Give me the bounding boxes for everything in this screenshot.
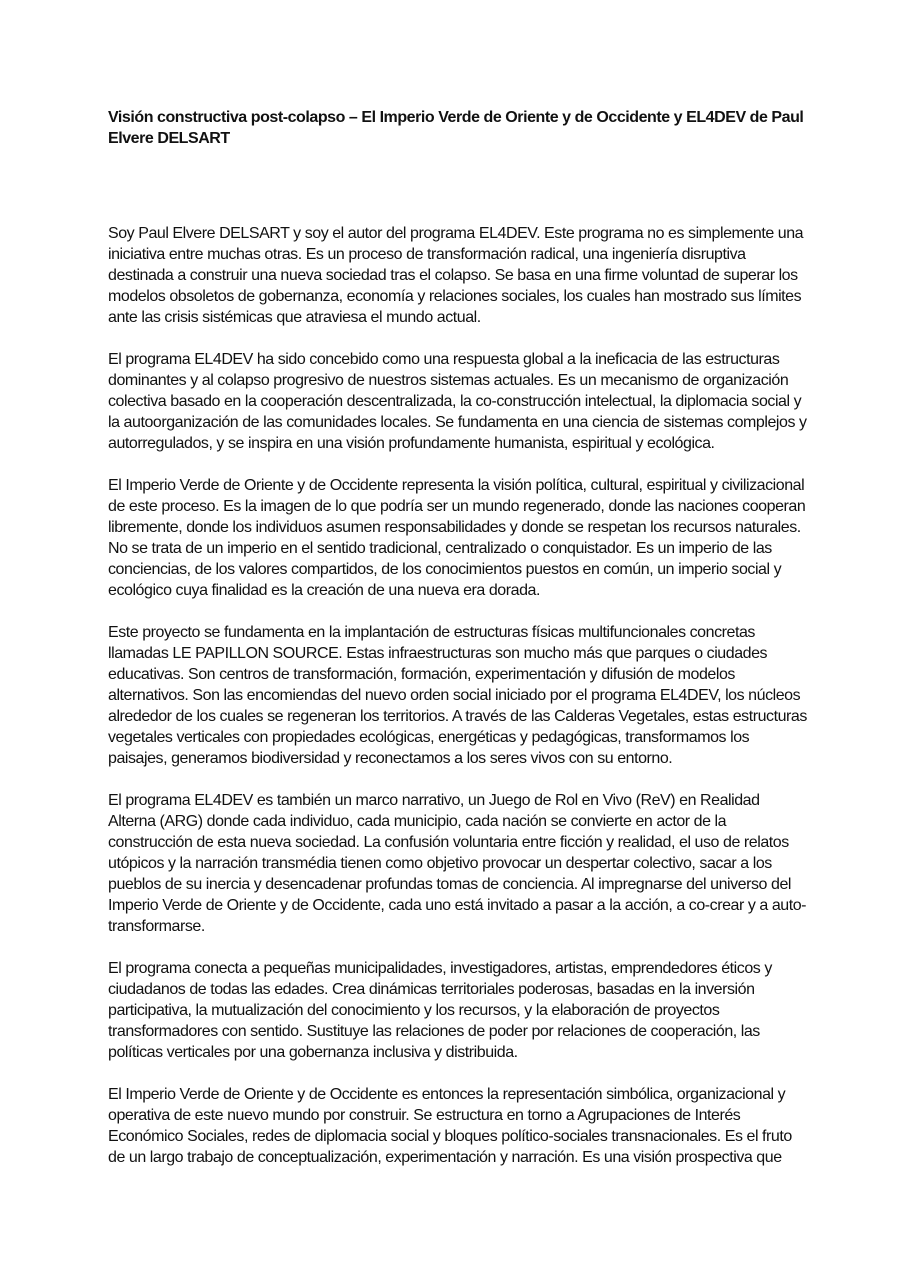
document-title: Visión constructiva post-colapso – El Imperio Verde de Oriente y de Occidente y EL4DEV de Paul Elvere DELSART	[108, 109, 804, 147]
paragraph-program-concept: El programa EL4DEV ha sido concebido como una respuesta global a la ineficacia de las estructuras dominantes y al colapso progresivo de nuestros sistemas actuales. Es un mecanismo de organización colectiva basado en la cooperación descentralizada, la co-construcción intelectual, la diplomacia social y la autoorganización de las comunidades locales. Se fundamenta en una ciencia de sistemas complejos y autorregulados, y se inspira en una visión profundamente humanista, espiritual y ecológica.	[108, 351, 807, 452]
paragraph-program-connections: El programa conecta a pequeñas municipalidades, investigadores, artistas, emprendedores éticos y ciudadanos de todas las edades. Crea dinámicas territoriales poderosas, basadas en la inversión participativa, la mutualización del conocimiento y los recursos, y la elaboración de proyectos transformadores con sentido. Sustituye las relaciones de poder por relaciones de cooperación, las políticas verticales por una gobernanza inclusiva y distribuida.	[108, 960, 772, 1061]
paragraph-symbolic-representation: El Imperio Verde de Oriente y de Occidente es entonces la representación simbólica, organizacional y operativa de este nuevo mundo por construir. Se estructura en torno a Agrupaciones de Interés Económico Sociales, redes de diplomacia social y bloques político-sociales transnacionales. Es el fruto de un largo trabajo de conceptualización, experimentación y narración. Es una visión prospectiva que	[108, 1086, 792, 1166]
paragraph-papillon-source: Este proyecto se fundamenta en la implantación de estructuras físicas multifuncionales concretas llamadas LE PAPILLON SOURCE. Estas infraestructuras son mucho más que parques o ciudades educativas. Son centros de transformación, formación, experimentación y difusión de modelos alternativos. Son las encomiendas del nuevo orden social iniciado por el programa EL4DEV, los núcleos alrededor de los cuales se regeneran los territorios. A través de las Calderas Vegetales, estas estructuras vegetales verticales con propiedades ecológicas, energéticas y pedagógicas, transformamos los paisajes, generamos biodiversidad y reconectamos a los seres vivos con su entorno.	[108, 624, 807, 767]
document-body	[108, 107, 808, 1189]
paragraph-green-empire-vision: El Imperio Verde de Oriente y de Occidente representa la visión política, cultural, espiritual y civilizacional de este proceso. Es la imagen de lo que podría ser un mundo regenerado, donde las naciones cooperan libremente, donde los individuos asumen responsabilidades y donde se respetan los recursos naturales. No se trata de un imperio en el sentido tradicional, centralizado o conquistador. Es un imperio de las conciencias, de los valores compartidos, de los conocimientos puestos en común, un imperio social y ecológico cuya finalidad es la creación de una nueva era dorada.	[108, 477, 806, 599]
paragraph-narrative-framework: El programa EL4DEV es también un marco narrativo, un Juego de Rol en Vivo (ReV) en Realidad Alterna (ARG) donde cada individuo, cada municipio, cada nación se convierte en actor de la construcción de esta nueva sociedad. La confusión voluntaria entre ficción y realidad, el uso de relatos utópicos y la narración transmédia tienen como objetivo provocar un despertar colectivo, sacar a los pueblos de su inercia y desencadenar profundas tomas de conciencia. Al impregnarse del universo del Imperio Verde de Oriente y de Occidente, cada uno está invitado a pasar a la acción, a co-crear y a auto-transformarse.	[108, 792, 807, 935]
paragraph-author-intro: Soy Paul Elvere DELSART y soy el autor del programa EL4DEV. Este programa no es simplemente una iniciativa entre muchas otras. Es un proceso de transformación radical, una ingeniería disruptiva destinada a construir una nueva sociedad tras el colapso. Se basa en una firme voluntad de superar los modelos obsoletos de gobernanza, economía y relaciones sociales, los cuales han mostrado sus límites ante las crisis sistémicas que atraviesa el mundo actual.	[108, 225, 804, 326]
